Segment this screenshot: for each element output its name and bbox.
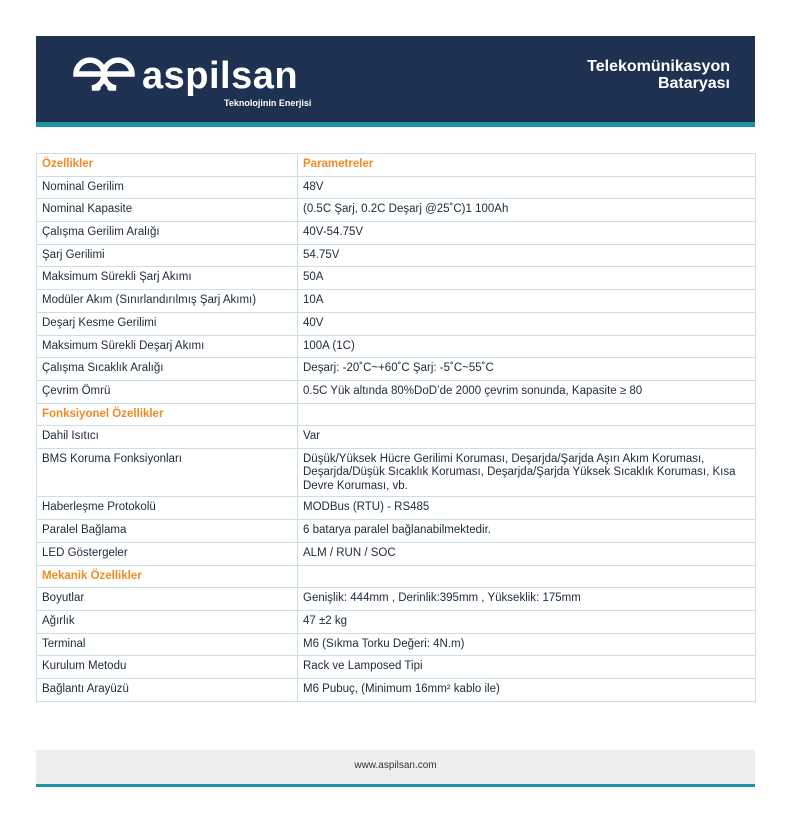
spec-value-cell bbox=[298, 565, 756, 588]
table-row bbox=[37, 426, 756, 449]
spec-name-cell: Mekanik Özellikler bbox=[37, 565, 298, 588]
table-row bbox=[37, 199, 756, 222]
spec-value-cell: MODBus (RTU) - RS485 bbox=[298, 497, 756, 520]
spec-name-cell: Haberleşme Protokolü bbox=[37, 497, 298, 520]
spec-value-cell: 100A (1C) bbox=[298, 335, 756, 358]
spec-name-cell: Paralel Bağlama bbox=[37, 520, 298, 543]
table-row bbox=[37, 542, 756, 565]
spec-name-cell: Maksimum Sürekli Deşarj Akımı bbox=[37, 335, 298, 358]
spec-name-cell: Çevrim Ömrü bbox=[37, 380, 298, 403]
table-row bbox=[37, 448, 756, 497]
table-row bbox=[37, 497, 756, 520]
spec-name-cell: Maksimum Sürekli Şarj Akımı bbox=[37, 267, 298, 290]
spec-name-cell: Çalışma Sıcaklık Aralığı bbox=[37, 358, 298, 381]
spec-value-cell: 10A bbox=[298, 290, 756, 313]
spec-value-cell: Deşarj: -20˚C~+60˚C Şarj: -5˚C~55˚C bbox=[298, 358, 756, 381]
spec-name-cell: Kurulum Metodu bbox=[37, 656, 298, 679]
header-accent-bar bbox=[36, 122, 755, 127]
table-row bbox=[37, 380, 756, 403]
spec-value-cell: 0.5C Yük altında 80%DoD’de 2000 çevrim sonunda, Kapasite ≥ 80 bbox=[298, 380, 756, 403]
spec-value-cell: 47 ±2 kg bbox=[298, 610, 756, 633]
section-header-row bbox=[37, 403, 756, 426]
spec-name-cell: Fonksiyonel Özellikler bbox=[37, 403, 298, 426]
spec-name-cell: Bağlantı Arayüzü bbox=[37, 678, 298, 701]
table-row bbox=[37, 610, 756, 633]
spec-value-cell: Parametreler bbox=[298, 154, 756, 177]
spec-name-cell: Özellikler bbox=[37, 154, 298, 177]
spec-name-cell: Deşarj Kesme Gerilimi bbox=[37, 312, 298, 335]
spec-name-cell: Şarj Gerilimi bbox=[37, 244, 298, 267]
page-footer bbox=[36, 750, 755, 784]
spec-name-cell: Nominal Gerilim bbox=[37, 176, 298, 199]
spec-value-cell: 40V-54.75V bbox=[298, 222, 756, 245]
spec-value-cell: Var bbox=[298, 426, 756, 449]
page-header bbox=[36, 36, 755, 122]
brand-tagline: Teknolojinin Enerjisi bbox=[224, 98, 312, 108]
spec-value-cell: Rack ve Lamposed Tipi bbox=[298, 656, 756, 679]
table-row bbox=[37, 656, 756, 679]
spec-value-cell: 40V bbox=[298, 312, 756, 335]
table-row bbox=[37, 588, 756, 611]
spec-name-cell: Boyutlar bbox=[37, 588, 298, 611]
section-header-row bbox=[37, 154, 756, 177]
table-row bbox=[37, 678, 756, 701]
aspilsan-logo-icon bbox=[70, 54, 138, 94]
document-title-line2: Bataryası bbox=[657, 75, 730, 92]
spec-name-cell: Dahil Isıtıcı bbox=[37, 426, 298, 449]
spec-value-cell: Genişlik: 444mm , Derinlik:395mm , Yükseklik: 175mm bbox=[298, 588, 756, 611]
table-row bbox=[37, 335, 756, 358]
spec-name-cell: Nominal Kapasite bbox=[37, 199, 298, 222]
spec-value-cell: Düşük/Yüksek Hücre Gerilimi Koruması, Deşarjda/Şarjda Aşırı Akım Koruması, Deşarjda/Düşük Sıcaklık Koruması, Deşarjda/Şarjda Yüksek Sıcaklık Koruması, Kısa Devre Koruması, vb. bbox=[298, 448, 756, 497]
table-row bbox=[37, 267, 756, 290]
spec-value-cell: (0.5C Şarj, 0.2C Deşarj @25˚C)1 100Ah bbox=[298, 199, 756, 222]
table-row bbox=[37, 633, 756, 656]
table-row bbox=[37, 244, 756, 267]
table-row bbox=[37, 290, 756, 313]
spec-value-cell: 54.75V bbox=[298, 244, 756, 267]
footer-accent-bar bbox=[36, 784, 755, 787]
spec-name-cell: BMS Koruma Fonksiyonları bbox=[37, 448, 298, 497]
table-row bbox=[37, 358, 756, 381]
spec-name-cell: Terminal bbox=[37, 633, 298, 656]
spec-value-cell: 6 batarya paralel bağlanabilmektedir. bbox=[298, 520, 756, 543]
table-row bbox=[37, 176, 756, 199]
spec-name-cell: LED Göstergeler bbox=[37, 542, 298, 565]
table-row bbox=[37, 312, 756, 335]
section-header-row bbox=[37, 565, 756, 588]
document-title bbox=[587, 58, 730, 92]
spec-value-cell: M6 Pubuç, (Minimum 16mm² kablo ile) bbox=[298, 678, 756, 701]
table-row bbox=[37, 222, 756, 245]
spec-value-cell bbox=[298, 403, 756, 426]
spec-value-cell: 50A bbox=[298, 267, 756, 290]
spec-name-cell: Çalışma Gerilim Aralığı bbox=[37, 222, 298, 245]
brand-logo bbox=[70, 54, 370, 114]
brand-name: aspilsan bbox=[142, 55, 299, 97]
spec-name-cell: Ağırlık bbox=[37, 610, 298, 633]
table-row bbox=[37, 520, 756, 543]
document-title-line1: Telekomünikasyon bbox=[587, 58, 730, 75]
spec-value-cell: ALM / RUN / SOC bbox=[298, 542, 756, 565]
spec-name-cell: Modüler Akım (Sınırlandırılmış Şarj Akımı) bbox=[37, 290, 298, 313]
footer-url: www.aspilsan.com bbox=[354, 760, 437, 771]
spec-value-cell: 48V bbox=[298, 176, 756, 199]
spec-value-cell: M6 (Sıkma Torku Değeri: 4N.m) bbox=[298, 633, 756, 656]
specification-table bbox=[36, 153, 756, 702]
